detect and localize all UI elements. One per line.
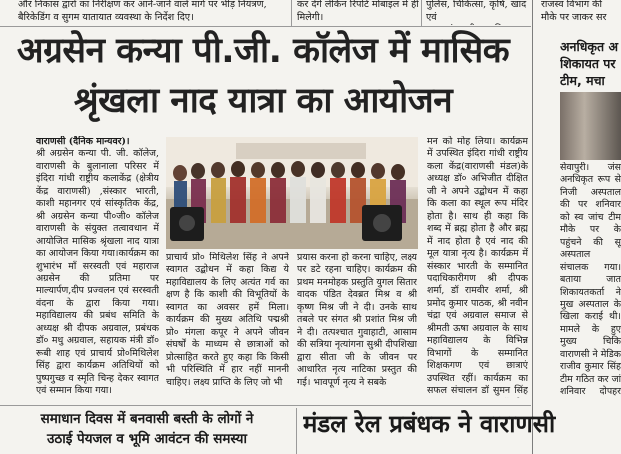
event-photo-illustration [166, 137, 418, 249]
article-column-3: प्रयास करना हो करना चाहिए, लक्ष्य पर डटे रहना चाहिए। कार्यक्रम की प्रथम मनमोहक प्रस्तुति युगल सितार वादक पंडित देवब्रत मिश्र व श्री कृष्ण मिश्र जी ने दी। उनके साथ तबले पर संगत श्री प्रशांत मिश्र जी ने दी। तत्पश्चात गुवाहाटी, आसाम की सत्रिया नृत्यांगना सुश्री दीपशिखा द्वारा सीता जी के जीवन पर आधारित नृत्य नाटिका प्रस्तुत की गई। भावपूर्ण नृत्य ने सबके [297, 252, 417, 388]
bottom-rule [296, 408, 297, 454]
top-snippet-middle: कर देंगे लेकिन रिपोर्ट मोबाइल में ही मिलेगी। [297, 0, 419, 23]
right-column-rule [532, 0, 533, 454]
bottom-right-headline: मंडल रेल प्रबंधक ने वाराणसी [303, 410, 556, 438]
article-column-1-text: श्री अग्रसेन कन्या पी. जी. कॉलेज, वाराणसी के बुलानाला परिसर में इंदिरा गांधी राष्ट्रीय कलाकेंद्र (क्षेत्रीय केंद्र वाराणसी) ,संस्कार भारती, काशी महानगर एवं सांस्कृतिक केंद्र, श्री अग्रसेन कन्या पी०जी० कॉलेज वाराणसी के संयुक्त तत्वावधान में आयोजित मासिक श्रृंखला नाद यात्रा का आयोजन किया गया।कार्यक्रम का शुभारंभ माँ सरस्वती एवं महाराज अग्रसेन की प्रतिमा पर माल्यार्पण,दीप प्रज्वलन एवं सरस्वती वंदना के द्वारा किया गया। महाविद्यालय की प्रबंध समिति के अध्यक्ष श्री दीपक अग्रवाल, प्रबंधक डॉ० मधु अग्रवाल, सहायक मंत्री डॉ० रूबी शाह एवं प्राचार्य प्रो०मिथिलेश सिंह द्वारा कार्यक्रम अतिथियों को पुष्पगुच्छ व स्मृति चिन्ह देकर स्वागत एवं सम्मान किया गया। [36, 148, 159, 397]
column-rule-top-1 [291, 0, 292, 26]
bottom-left-headline: समाधान दिवस में बनवासी बस्ती के लोगों ने उठाई पेयजल व भूमि आवंटन की समस्या [40, 411, 254, 447]
right-article-photo [560, 92, 621, 160]
article-column-2: प्राचार्य प्रो० मिथिलेश सिंह ने अपने स्वागत उद्बोधन में कहा किद्य ये महाविद्यालय के लिए अत्यंत गर्व का क्षण है कि काशी की विभूतियों के स्वागत का अवसर हमें मिला। कार्यक्रम की मुख्य अतिथि पद्मश्री प्रो० मंगला कपूर ने अपने जीवन संघर्षों के माध्यम से छात्राओं को प्रोत्साहित करते हुए कहा कि किसी भी परिस्थिति में हार नहीं माननी चाहिए। लक्ष्य प्राप्ति के लिए जो भी [166, 252, 289, 388]
event-photo [166, 137, 418, 249]
top-snippet-left: और निकास द्वारों का निरीक्षण कर आने-जाने वाले मार्ग पर भीड़ नियंत्रण, बैरिकेडिंग व सुगम यातायात व्यवस्था के निर्देश दिए। [18, 0, 267, 23]
dateline: वाराणसी (दैनिक मान्यवर)। [36, 136, 130, 147]
top-snippet-far-right: राजस्व विभाग की मौके पर जाकर सर [541, 0, 607, 23]
article-column-1 [36, 136, 159, 398]
headline-line-2: श्रृंखला नाद यात्रा का आयोजन [73, 81, 453, 121]
headline-line-1: अग्रसेन कन्या पी.जी. कॉलेज में मासिक [16, 31, 510, 71]
right-article-body: सेवापुरी। जंस अनधिकृत रूप से निजी अस्पताल की पर शनिवार को स्व जांच टीम मौके पर के पहुंचने की सू अस्पताल संचालक गया। बताया जात शिकायतकर्ता ने मुख अस्पताल के खिला कराई थी। मामले के हुए मुख्य चिकि वाराणसी ने मेडिक राजीव कुमार सिंह टीम गठित कर जां शनिवार दोपहर [560, 162, 621, 398]
article-column-4: मन को मोह लिया। कार्यक्रम में उपस्थित इंदिरा गांधी राष्ट्रीय कला केंद्र(वाराणसी मंडल)के अध्यक्ष डॉ० अभिजीत दीक्षित जी ने अपने उद्बोधन में कहा कि कला का स्थूल रूप मंदिर होता है। साथ ही कहा कि शब्द में ब्रह्म होता है और ब्रह्म में नाद होता है एवं नाद की मूल यात्रा नृत्य है। कार्यक्रम में संस्कार भारती के सम्मानित पदाधिकारीगण श्री दीपक शर्मा, डॉ रामवीर शर्मा, श्री प्रमोद कुमार पाठक, श्री नवीन चंद्रा एवं अग्रवाल समाज से श्रीमती ऊषा अग्रवाल के साथ महाविद्यालय के विभिन्न विभागों के सम्मानित शिक्षकगण एवं छात्राएं उपस्थित रहीं। कार्यक्रम का सफल संचालन डॉ सुमन सिंह [427, 136, 528, 397]
top-snippet-right: पुलिस, चिकित्सा, कृषि, खाद एवं [426, 0, 527, 23]
right-article-headline: अनधिकृत अ शिकायत पर टीम, मचा [560, 39, 619, 88]
column-rule-top-2 [421, 0, 422, 26]
article-bottom-divider [0, 405, 531, 406]
